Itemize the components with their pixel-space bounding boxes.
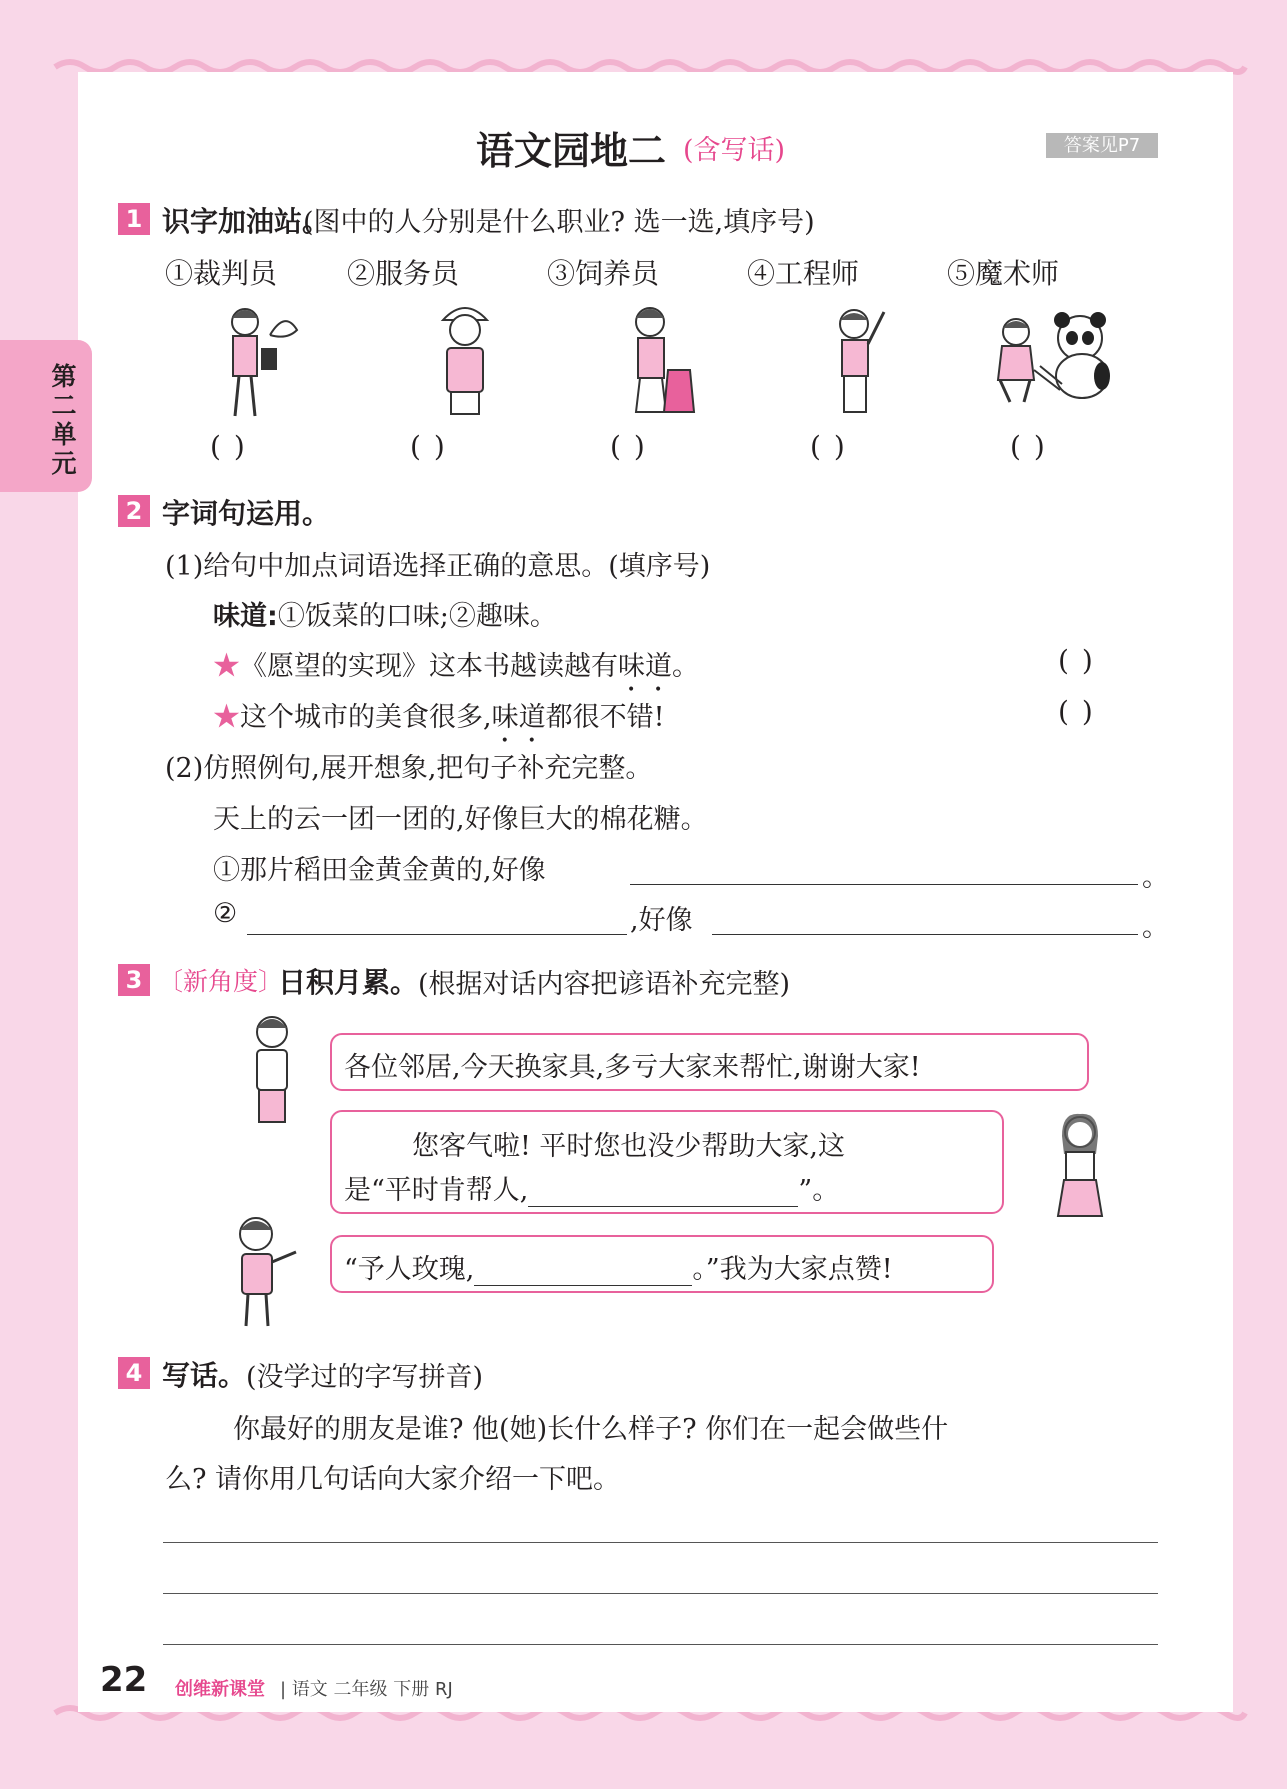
writing-line-1[interactable] <box>163 1542 1158 1543</box>
speech-bubble-3 <box>330 1235 994 1293</box>
speech-bubble-2 <box>330 1110 1004 1214</box>
q2-item-2-period: 。 <box>1142 912 1169 943</box>
q4-prompt-line-1: 你最好的朋友是谁? 他(她)长什么样子? 你们在一起会做些什 <box>233 1414 949 1445</box>
referee-illustration <box>820 300 900 420</box>
q1-answer-blank-3[interactable]: ( ) <box>610 430 647 463</box>
speech-bubble-2-line-1: 您客气啦! 平时您也没少帮助大家,这 <box>412 1131 846 1162</box>
q1-option-3: ③饲养员 <box>547 257 660 290</box>
q3-heading: 日积月累。 <box>278 966 419 999</box>
q2-example-sentence: 天上的云一团一团的,好像巨大的棉花糖。 <box>213 804 708 835</box>
q4-heading: 写话。 <box>162 1359 247 1392</box>
definition-label: 味道: <box>213 601 278 632</box>
page-title: 语文园地二 <box>476 129 667 173</box>
q1-answer-blank-2[interactable]: ( ) <box>410 430 447 463</box>
q2-sentence-2: ★这个城市的美食很多,味道都很不错! <box>213 702 665 733</box>
q2-sentence-1: ★《愿望的实现》这本书越读越有味道。 <box>213 651 699 682</box>
service-worker-illustration <box>620 300 700 420</box>
speech-bubble-2-line-2: 是“平时肯帮人, ”。 <box>344 1175 840 1206</box>
definition-text: ①饭菜的口味;②趣味。 <box>277 601 557 632</box>
q1-option-4: ④工程师 <box>747 257 860 290</box>
speech-bubble-1 <box>330 1033 1089 1091</box>
proverb-answer-line-2[interactable] <box>474 1263 692 1286</box>
q1-answer-blank-5[interactable]: ( ) <box>1010 430 1047 463</box>
star-icon: ★ <box>213 702 240 733</box>
child-speaker-illustration <box>220 1210 310 1330</box>
question-number-3: 3 <box>118 964 150 996</box>
q3-instruction: (根据对话内容把谚语补充完整) <box>418 969 791 1000</box>
page-subtitle: (含写话) <box>683 135 786 166</box>
answer-reference-badge: 答案见P7 <box>1046 133 1158 158</box>
speech-bubble-3-text: “予人玫瑰, 。”我为大家点赞! <box>344 1254 893 1285</box>
q2-part1-instruction: (1)给句中加点词语选择正确的意思。(填序号) <box>165 551 711 582</box>
emphasized-word: 味道 <box>618 651 672 682</box>
q1-answer-blank-4[interactable]: ( ) <box>810 430 847 463</box>
q4-instruction: (没学过的字写拼音) <box>246 1362 484 1393</box>
unit-side-tab[interactable] <box>0 340 92 492</box>
writing-line-3[interactable] <box>163 1644 1158 1645</box>
footer-book-info: | 语文 二年级 下册 RJ <box>280 1679 453 1700</box>
q2-item-1-text: ①那片稻田金黄金黄的,好像 <box>213 855 546 886</box>
magician-illustration <box>215 300 305 420</box>
q2-item-2-answer-line-b[interactable] <box>712 934 1138 935</box>
q2-item-2-mid: ,好像 <box>630 905 693 936</box>
q1-option-1: ①裁判员 <box>165 257 278 290</box>
star-icon: ★ <box>213 651 240 682</box>
q2-heading: 字词句运用。 <box>162 497 331 530</box>
question-number-4: 4 <box>118 1357 150 1389</box>
unit-tab-label: 第二单元 <box>51 362 77 478</box>
q2-item-1-period: 。 <box>1142 862 1169 893</box>
q4-prompt-line-2: 么? 请你用几句话向大家介绍一下吧。 <box>165 1464 621 1495</box>
woman-speaker-illustration <box>1048 1110 1118 1220</box>
engineer-illustration <box>425 300 505 420</box>
new-angle-tag: 〔新角度〕 <box>158 967 284 996</box>
q1-heading: 识字加油站。 <box>162 205 331 238</box>
footer-brand: 创维新课堂 <box>175 1679 265 1700</box>
q2-sentence-2-blank[interactable]: ( ) <box>1058 695 1095 728</box>
q2-item-2-answer-line-a[interactable] <box>247 934 627 935</box>
q1-option-2: ②服务员 <box>347 257 460 290</box>
emphasized-word: 味道 <box>491 702 546 733</box>
proverb-answer-line-1[interactable] <box>528 1184 798 1207</box>
writing-line-2[interactable] <box>163 1593 1158 1594</box>
question-number-2: 2 <box>118 495 150 527</box>
boy-speaker-illustration <box>245 1010 305 1130</box>
question-number-1: 1 <box>118 203 150 235</box>
q1-instruction: (图中的人分别是什么职业? 选一选,填序号) <box>303 207 815 238</box>
q2-item-2-number: ② <box>213 898 238 929</box>
q1-answer-blank-1[interactable]: ( ) <box>210 430 247 463</box>
q2-item-1-answer-line[interactable] <box>630 884 1138 885</box>
q1-option-5: ⑤魔术师 <box>947 257 1060 290</box>
q2-sentence-1-blank[interactable]: ( ) <box>1058 644 1095 677</box>
q2-part2-instruction: (2)仿照例句,展开想象,把句子补充完整。 <box>165 753 653 784</box>
speech-bubble-1-text: 各位邻居,今天换家具,多亏大家来帮忙,谢谢大家! <box>344 1052 921 1083</box>
page-number: 22 <box>100 1660 148 1700</box>
zookeeper-illustration <box>990 310 1120 420</box>
